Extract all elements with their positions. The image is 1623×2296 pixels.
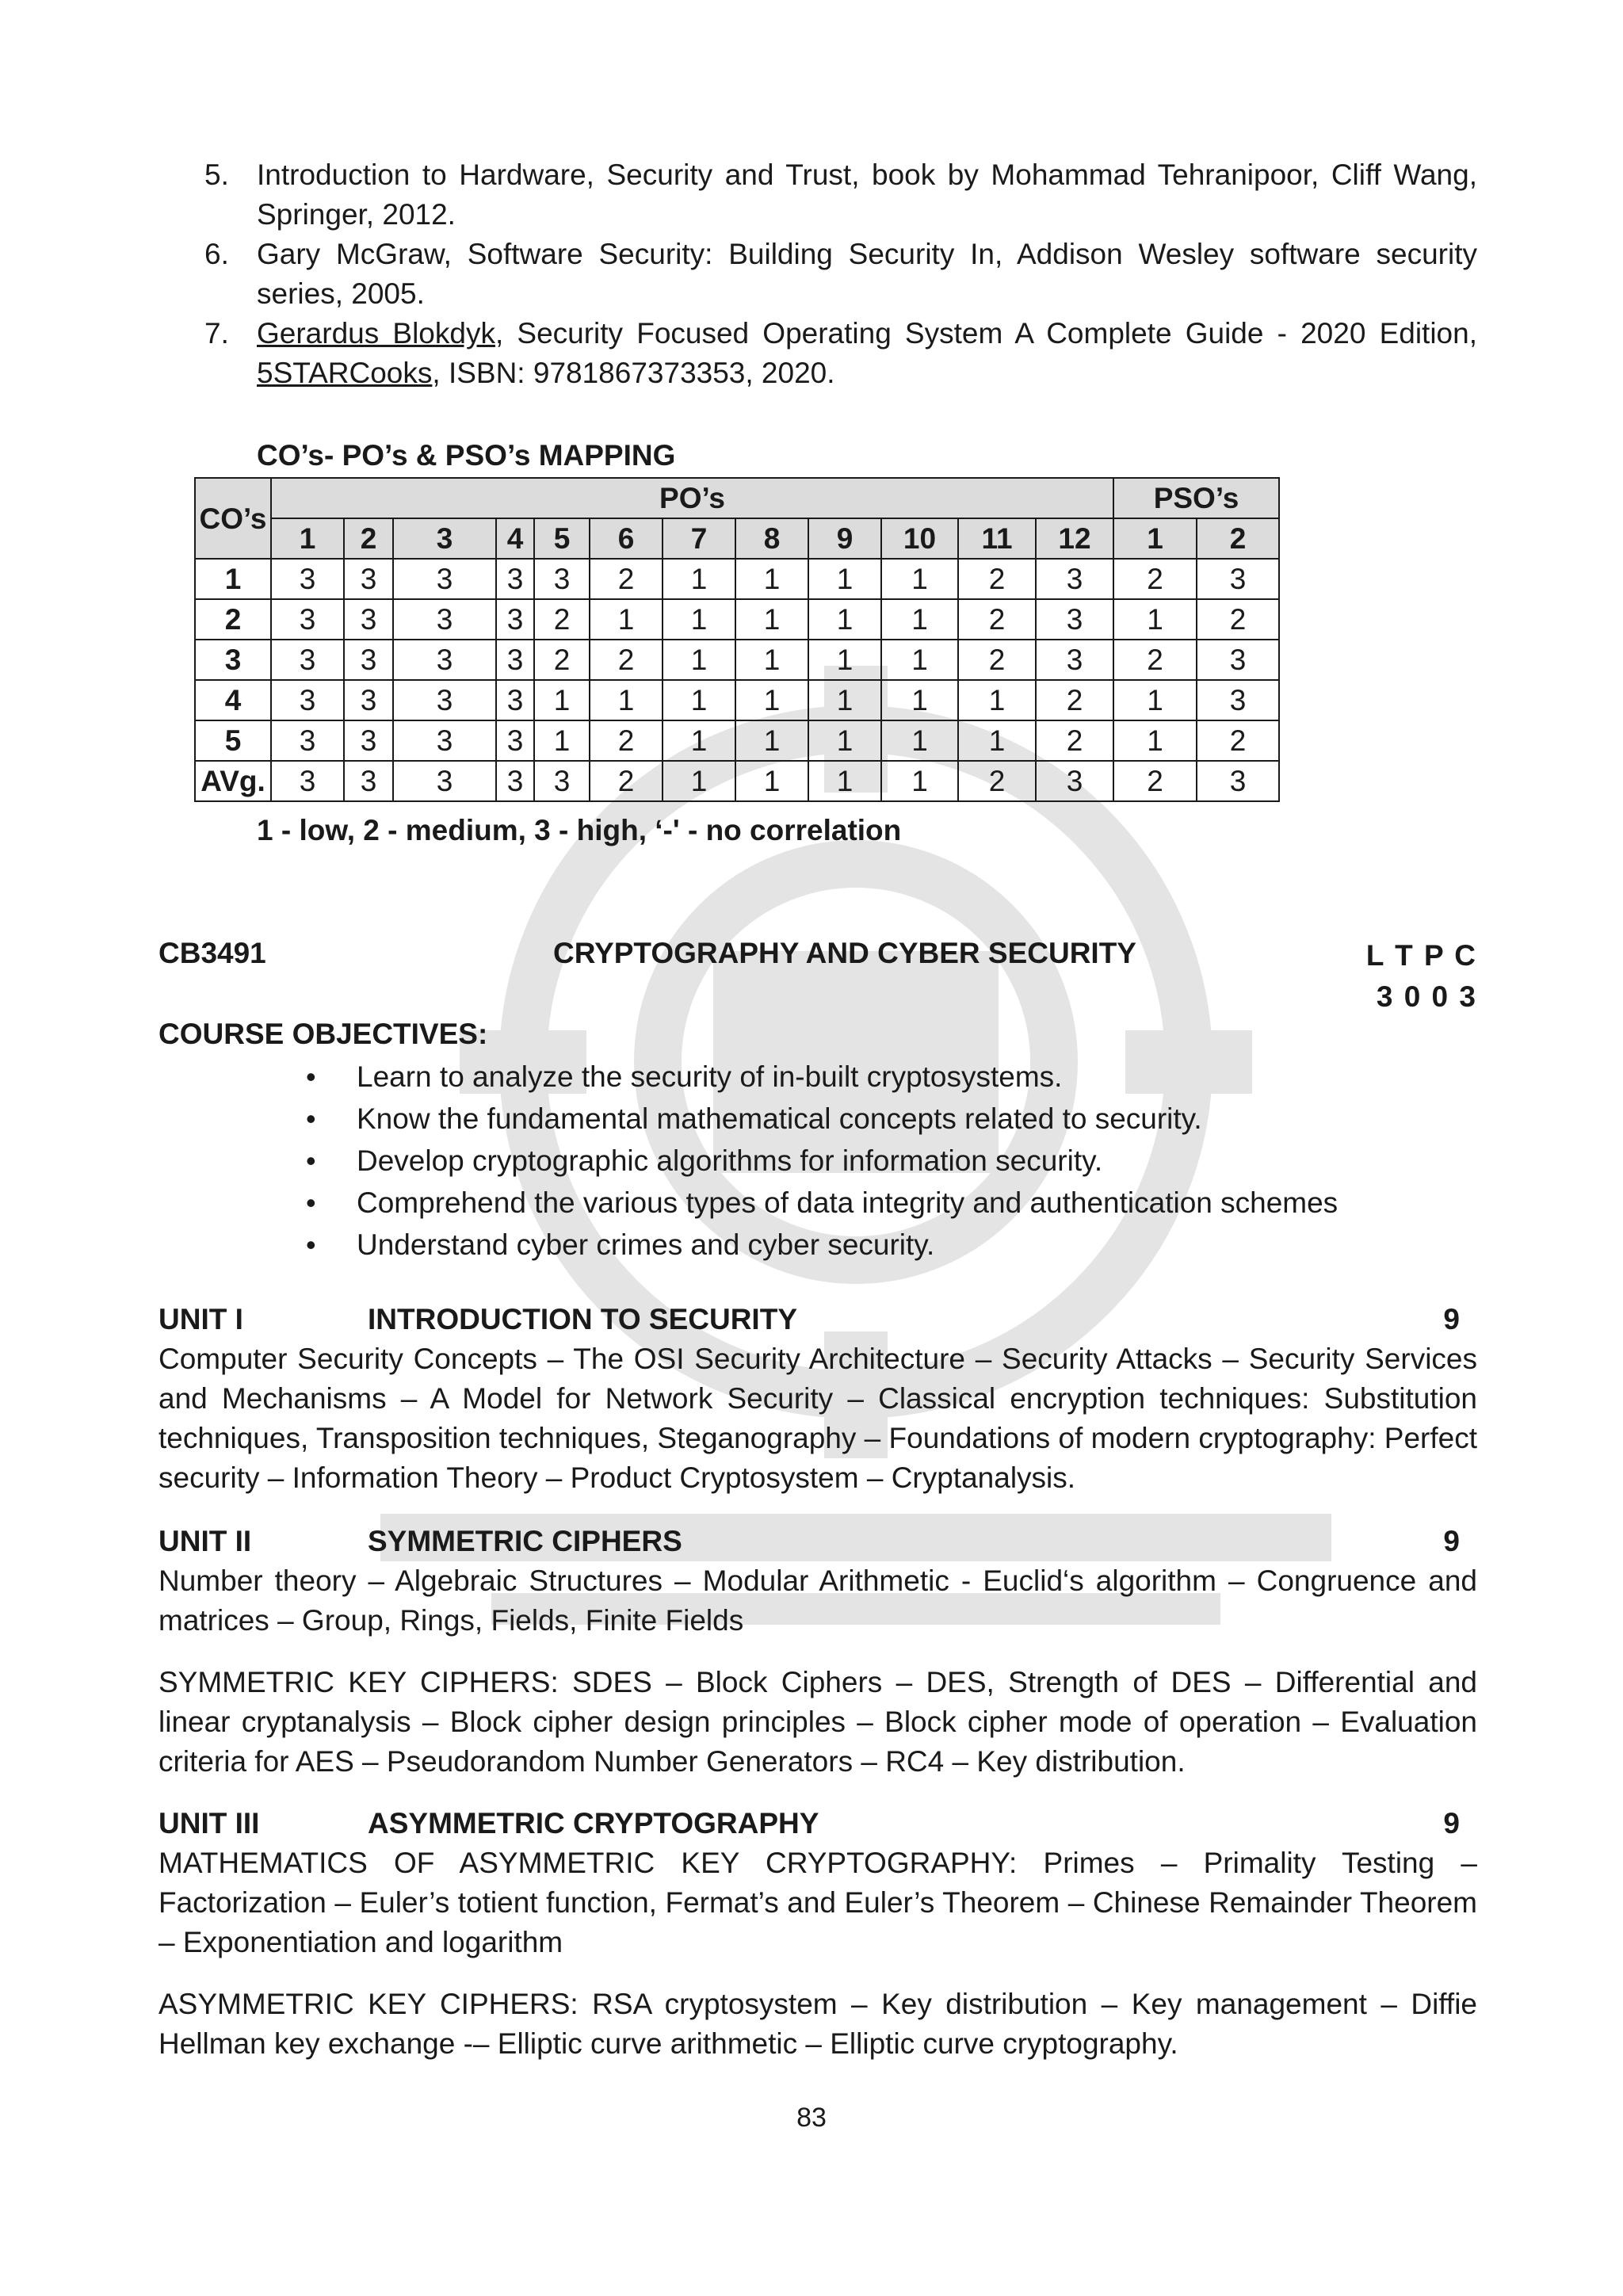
column-header: 6 xyxy=(590,518,663,559)
column-header: 7 xyxy=(663,518,735,559)
table-row xyxy=(195,599,1279,640)
table-cell: 3 xyxy=(496,680,534,720)
table-cell: 3 xyxy=(271,640,344,680)
bullet-icon: • xyxy=(306,1060,316,1093)
table-row xyxy=(195,559,1279,599)
table-cell: 1 xyxy=(663,559,735,599)
ltpc-block xyxy=(1347,935,1476,1018)
objectives-heading: COURSE OBJECTIVES: xyxy=(158,1018,488,1050)
reference-list xyxy=(204,155,1477,393)
table-cell: 2 xyxy=(1036,720,1113,761)
table-cell: 2 xyxy=(590,720,663,761)
table-cell: 1 xyxy=(881,559,958,599)
table-cell: 1 xyxy=(881,640,958,680)
reference-number: 7. xyxy=(204,317,229,350)
objective-item xyxy=(301,1056,1338,1098)
column-header: 3 xyxy=(393,518,496,559)
table-cell: 3 xyxy=(393,761,496,801)
objective-item xyxy=(301,1140,1338,1182)
objectives-list xyxy=(301,1056,1338,1266)
table-cell: 2 xyxy=(1113,761,1197,801)
table-row xyxy=(195,680,1279,720)
unit-hours: 9 xyxy=(1443,1303,1460,1335)
row-label: 3 xyxy=(195,640,271,680)
table-cell: 3 xyxy=(344,599,393,640)
page-number: 83 xyxy=(796,2103,827,2133)
table-cell: 3 xyxy=(1197,680,1279,720)
table-cell: 3 xyxy=(1197,640,1279,680)
unit-hours: 9 xyxy=(1443,1525,1460,1557)
table-cell: 1 xyxy=(735,680,808,720)
table-cell: 1 xyxy=(958,720,1036,761)
table-cell: 1 xyxy=(663,599,735,640)
po-group-header: PO’s xyxy=(271,478,1113,518)
reference-text: Introduction to Hardware, Security and Trust, book by Mohammad Tehranipoor, Cliff Wang, Springer, 2012. xyxy=(257,159,1477,231)
table-cell: 3 xyxy=(1036,559,1113,599)
course-title: CRYPTOGRAPHY AND CYBER SECURITY xyxy=(553,937,1136,969)
table-cell: 1 xyxy=(735,559,808,599)
table-cell: 1 xyxy=(735,761,808,801)
bullet-icon: • xyxy=(306,1144,316,1177)
table-cell: 3 xyxy=(534,761,590,801)
table-cell: 2 xyxy=(1036,680,1113,720)
reference-item xyxy=(204,314,1477,393)
reference-publisher-link[interactable]: 5STARCooks xyxy=(257,357,433,389)
table-cell: 1 xyxy=(663,761,735,801)
reference-number: 6. xyxy=(204,238,229,270)
table-cell: 1 xyxy=(958,680,1036,720)
table-cell: 1 xyxy=(1113,680,1197,720)
table-cell: 1 xyxy=(590,599,663,640)
unit-section-3 xyxy=(158,1804,1477,2064)
column-header: 10 xyxy=(881,518,958,559)
unit-section-2 xyxy=(158,1522,1477,1782)
table-cell: 3 xyxy=(1197,559,1279,599)
table-cell: 3 xyxy=(496,559,534,599)
column-header: 9 xyxy=(808,518,881,559)
ltpc-labels: L T P C xyxy=(1365,939,1476,972)
unit-header xyxy=(158,1522,1477,1561)
table-cell: 1 xyxy=(534,680,590,720)
table-cell: 3 xyxy=(271,559,344,599)
bullet-icon: • xyxy=(306,1228,316,1261)
table-cell: 3 xyxy=(344,761,393,801)
table-row xyxy=(195,761,1279,801)
reference-text: Gary McGraw, Software Security: Building Security In, Addison Wesley software security series, 2005. xyxy=(257,238,1477,310)
unit-name: UNIT I xyxy=(158,1303,243,1335)
table-cell: 3 xyxy=(393,640,496,680)
table-cell: 3 xyxy=(271,720,344,761)
unit-paragraph: SYMMETRIC KEY CIPHERS: SDES – Block Ciphers – DES, Strength of DES – Differential and linear cryptanalysis – Block cipher design principles – Block cipher mode of operation – Evaluation criteria for AES – Pseudorandom Number Generators – RC4 – Key distribution. xyxy=(158,1666,1477,1778)
column-header: 1 xyxy=(271,518,344,559)
column-header: 2 xyxy=(1197,518,1279,559)
bullet-icon: • xyxy=(306,1186,316,1219)
table-cell: 3 xyxy=(534,559,590,599)
column-header: 8 xyxy=(735,518,808,559)
column-header: 1 xyxy=(1113,518,1197,559)
unit-section-1 xyxy=(158,1300,1477,1498)
table-row xyxy=(195,720,1279,761)
unit-header xyxy=(158,1804,1477,1843)
table-cell: 3 xyxy=(271,761,344,801)
table-cell: 2 xyxy=(1113,559,1197,599)
column-header: 12 xyxy=(1036,518,1113,559)
unit-hours: 9 xyxy=(1443,1807,1460,1839)
unit-title: INTRODUCTION TO SECURITY xyxy=(368,1303,797,1335)
table-cell: 1 xyxy=(808,680,881,720)
table-cell: 1 xyxy=(808,640,881,680)
table-cell: 1 xyxy=(735,640,808,680)
table-cell: 1 xyxy=(663,720,735,761)
column-header: 5 xyxy=(534,518,590,559)
objective-text: Comprehend the various types of data integrity and authentication schemes xyxy=(357,1186,1338,1219)
table-cell: 1 xyxy=(735,599,808,640)
unit-paragraph: Computer Security Concepts – The OSI Security Architecture – Security Attacks – Security Services and Mechanisms – A Model for Network Security – Classical encryption techniques: Substitution techniques, Transposition techniques, Steganography – Foundations of modern cryptography: Perfect security – Information Theory – Product Cryptosystem – Cryptanalysis. xyxy=(158,1343,1477,1494)
table-cell: 1 xyxy=(881,761,958,801)
table-corner-header: CO’s xyxy=(195,478,271,559)
table-cell: 3 xyxy=(344,720,393,761)
table-cell: 3 xyxy=(1036,640,1113,680)
table-cell: 3 xyxy=(496,640,534,680)
table-cell: 2 xyxy=(534,599,590,640)
objective-item xyxy=(301,1182,1338,1224)
unit-title: ASYMMETRIC CRYPTOGRAPHY xyxy=(368,1807,819,1839)
unit-name: UNIT III xyxy=(158,1807,260,1839)
table-cell: 3 xyxy=(393,680,496,720)
table-cell: 1 xyxy=(1113,720,1197,761)
table-cell: 1 xyxy=(1113,599,1197,640)
row-label: 4 xyxy=(195,680,271,720)
table-cell: 1 xyxy=(590,680,663,720)
ltpc-values: 3 0 0 3 xyxy=(1376,980,1476,1013)
row-label: AVg. xyxy=(195,761,271,801)
table-cell: 2 xyxy=(1113,640,1197,680)
row-label: 5 xyxy=(195,720,271,761)
table-cell: 3 xyxy=(271,599,344,640)
objective-item xyxy=(301,1224,1338,1266)
table-cell: 2 xyxy=(958,559,1036,599)
table-cell: 2 xyxy=(958,640,1036,680)
course-code: CB3491 xyxy=(158,937,266,969)
bullet-icon: • xyxy=(306,1102,316,1135)
table-cell: 1 xyxy=(534,720,590,761)
objective-text: Know the fundamental mathematical concepts related to security. xyxy=(357,1102,1202,1135)
unit-paragraph: MATHEMATICS OF ASYMMETRIC KEY CRYPTOGRAPHY: Primes – Primality Testing – Factorization – Euler’s totient function, Fermat’s and Euler’s Theorem – Chinese Remainder Theorem – Exponentiation and logarithm xyxy=(158,1847,1477,1958)
row-label: 1 xyxy=(195,559,271,599)
reference-text: , Security Focused Operating System A Complete Guide - 2020 Edition, xyxy=(495,317,1477,350)
table-cell: 1 xyxy=(808,720,881,761)
unit-paragraph: ASYMMETRIC KEY CIPHERS: RSA cryptosystem – Key distribution – Key management – Diffie Hellman key exchange -– Elliptic curve arithmetic – Elliptic curve cryptography. xyxy=(158,1988,1477,2060)
reference-item xyxy=(204,235,1477,314)
table-cell: 3 xyxy=(344,640,393,680)
table-cell: 3 xyxy=(393,720,496,761)
mapping-legend: 1 - low, 2 - medium, 3 - high, ‘-' - no correlation xyxy=(257,814,902,846)
table-cell: 3 xyxy=(1197,761,1279,801)
unit-name: UNIT II xyxy=(158,1525,252,1557)
unit-header xyxy=(158,1300,1477,1339)
table-cell: 3 xyxy=(393,559,496,599)
table-cell: 3 xyxy=(344,559,393,599)
table-cell: 3 xyxy=(1036,599,1113,640)
table-cell: 3 xyxy=(496,761,534,801)
table-cell: 3 xyxy=(393,599,496,640)
table-cell: 2 xyxy=(590,640,663,680)
objective-text: Understand cyber crimes and cyber security. xyxy=(357,1228,935,1261)
table-cell: 1 xyxy=(735,720,808,761)
row-label: 2 xyxy=(195,599,271,640)
table-cell: 2 xyxy=(958,761,1036,801)
co-po-mapping-table xyxy=(194,477,1280,802)
table-cell: 1 xyxy=(881,680,958,720)
table-cell: 2 xyxy=(958,599,1036,640)
table-cell: 1 xyxy=(663,680,735,720)
table-cell: 1 xyxy=(663,640,735,680)
table-cell: 1 xyxy=(881,599,958,640)
unit-paragraph: Number theory – Algebraic Structures – Modular Arithmetic - Euclid‘s algorithm – Congruence and matrices – Group, Rings, Fields, Finite Fields xyxy=(158,1564,1477,1637)
reference-text-tail: , ISBN: 9781867373353, 2020. xyxy=(432,357,835,389)
table-cell: 1 xyxy=(808,599,881,640)
table-cell: 3 xyxy=(1036,761,1113,801)
table-row xyxy=(195,640,1279,680)
table-cell: 3 xyxy=(496,599,534,640)
table-cell: 2 xyxy=(590,559,663,599)
column-header-row xyxy=(195,518,1279,559)
table-cell: 2 xyxy=(1197,720,1279,761)
table-cell: 2 xyxy=(590,761,663,801)
table-cell: 3 xyxy=(271,680,344,720)
table-cell: 3 xyxy=(496,720,534,761)
table-cell: 2 xyxy=(1197,599,1279,640)
mapping-title: CO’s- PO’s & PSO’s MAPPING xyxy=(257,439,676,472)
reference-item xyxy=(204,155,1477,235)
column-header: 4 xyxy=(496,518,534,559)
column-header: 11 xyxy=(958,518,1036,559)
reference-number: 5. xyxy=(204,159,229,191)
table-cell: 1 xyxy=(881,720,958,761)
table-cell: 3 xyxy=(344,680,393,720)
objective-text: Develop cryptographic algorithms for information security. xyxy=(357,1144,1103,1177)
pso-group-header: PSO’s xyxy=(1113,478,1279,518)
reference-author-link[interactable]: Gerardus Blokdyk xyxy=(257,317,495,350)
objective-item xyxy=(301,1098,1338,1140)
objective-text: Learn to analyze the security of in-built cryptosystems. xyxy=(357,1060,1063,1093)
unit-title: SYMMETRIC CIPHERS xyxy=(368,1525,682,1557)
table-cell: 1 xyxy=(808,559,881,599)
column-header: 2 xyxy=(344,518,393,559)
table-cell: 2 xyxy=(534,640,590,680)
mapping-table-body xyxy=(195,559,1279,801)
table-cell: 1 xyxy=(808,761,881,801)
